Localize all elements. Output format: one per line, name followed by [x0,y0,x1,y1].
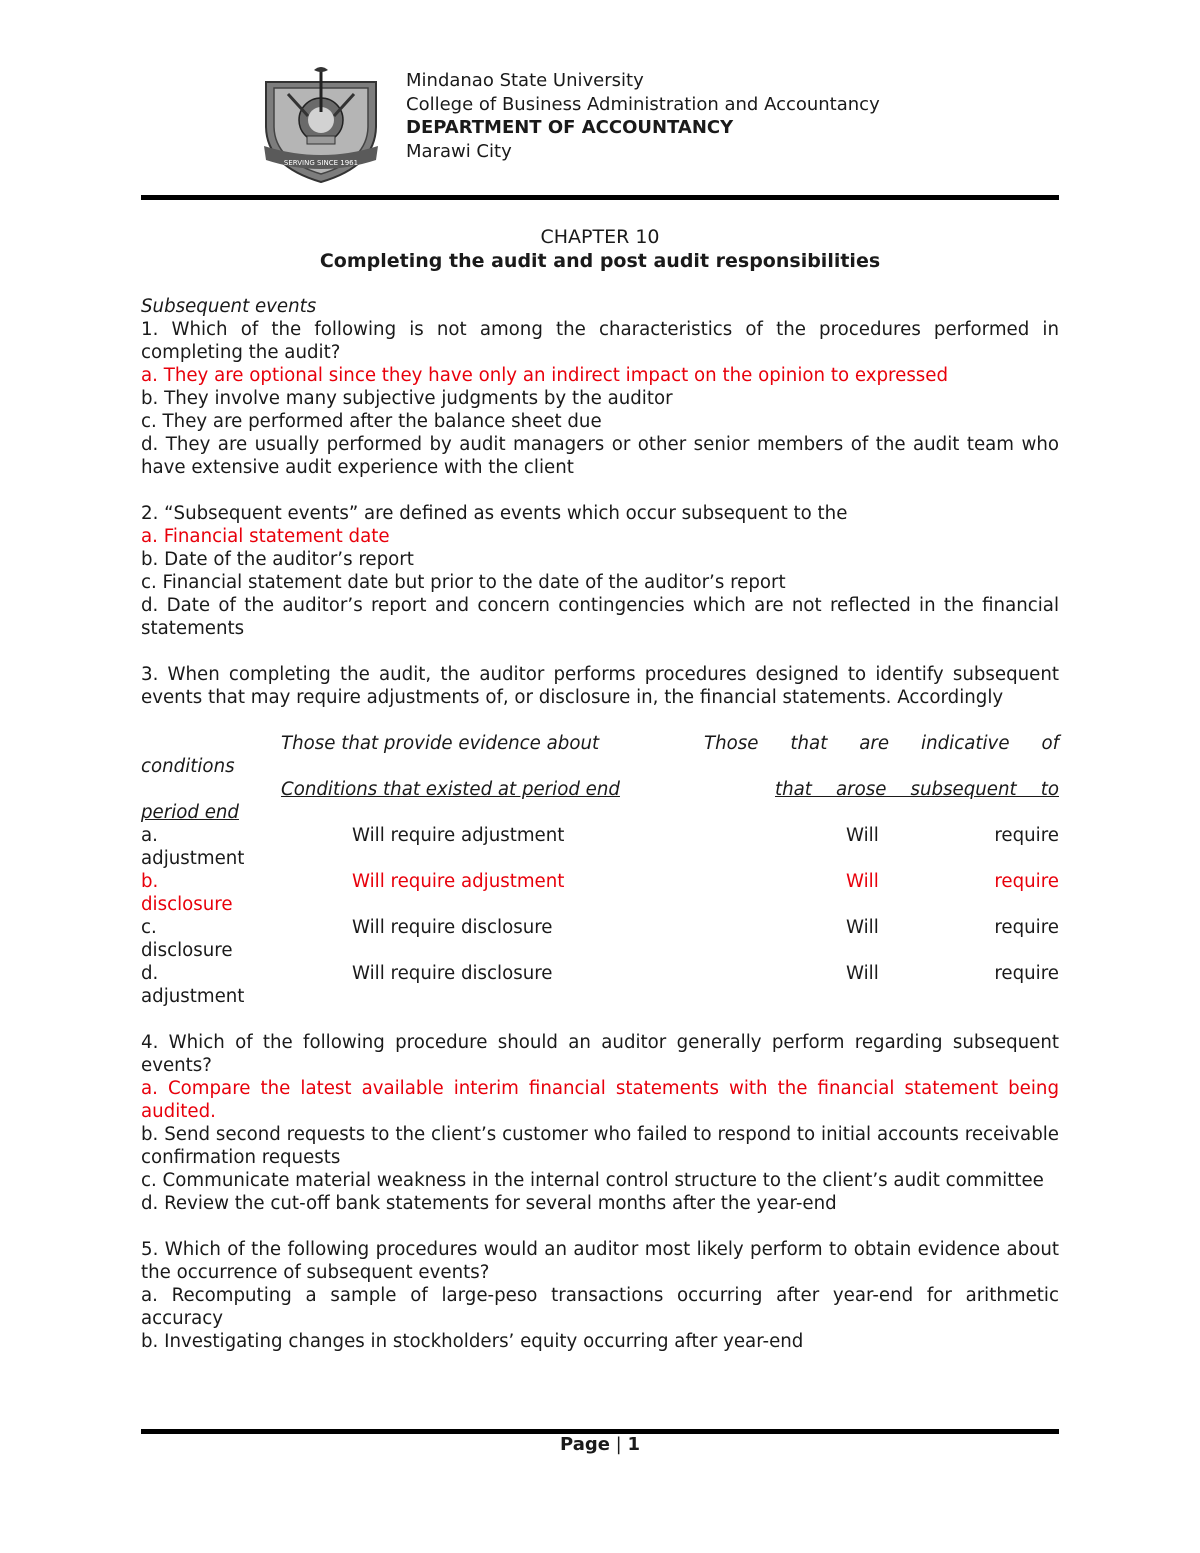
q3-row-left: Will require adjustment [352,825,565,846]
q3-row-b-wrap [141,893,1059,916]
q2-stem: 2. “Subsequent events” are defined as events which occur subsequent to the [141,503,848,524]
q3-row-left: Will require disclosure [352,917,553,938]
q3-row-letter: b. [141,871,159,892]
q5-option-a: a. Recomputing a sample of large-peso transactions occurring after year-end for arithmetic accuracy [141,1285,1059,1329]
q1-stem: 1. Which of the following is not among the characteristics of the procedures performed in completing the audit? [141,319,1059,363]
q1-option-d: d. They are usually performed by audit managers or other senior members of the audit team who have extensive audit experience with the client [141,434,1059,478]
q5-option-b: b. Investigating changes in stockholders’ equity occurring after year-end [141,1331,804,1352]
q3-header-left-2: Conditions that existed at period end [281,779,620,800]
q3-stem: 3. When completing the audit, the auditor performs procedures designed to identify subsequent events that may require adjustments of, or disclosure in, the financial statements. Accordingly [141,664,1059,708]
q3-header-wrap-text-2: period end [141,802,239,823]
q3-row-wrap: disclosure [141,940,233,961]
q1-option-c: c. They are performed after the balance sheet due [141,411,602,432]
university-seal-logo [258,64,384,184]
q3-row-wrap: disclosure [141,894,233,915]
q2-option-c: c. Financial statement date but prior to the date of the auditor’s report [141,572,786,593]
q3-row-letter: a. [141,825,158,846]
q2-option-d: d. Date of the auditor’s report and concern contingencies which are not reflected in the financial statements [141,595,1059,639]
page-footer [0,1434,1200,1455]
q3-row-wrap: adjustment [141,986,245,1007]
chapter-title: Completing the audit and post audit responsibilities [319,250,881,272]
city-name: Marawi City [406,140,512,162]
q3-row-b-answer [141,870,1059,893]
q3-header-wrap-text-1: conditions [141,756,235,777]
q5-stem: 5. Which of the following procedures would an auditor most likely perform to obtain evidence about the occurrence of subsequent events? [141,1239,1059,1283]
q3-row-left: Will require adjustment [352,871,565,892]
q4-option-a-answer: a. Compare the latest available interim financial statements with the financial statement being audited. [141,1078,1059,1122]
q3-header-row-1 [141,732,1059,755]
q3-row-c [141,916,1059,939]
q3-row-wrap: adjustment [141,848,245,869]
q4-option-d: d. Review the cut-off bank statements for several months after the year-end [141,1193,837,1214]
q3-row-letter: c. [141,917,157,938]
q3-header-right-2: that arose subsequent to [775,779,1059,800]
q3-header-wrap-1 [141,755,1059,778]
q3-header-left-1: Those that provide evidence about [281,733,600,754]
q3-row-c-wrap [141,939,1059,962]
institution-block [406,69,880,163]
q4-option-b: b. Send second requests to the client’s customer who failed to respond to initial accounts receivable confirmation requests [141,1124,1059,1168]
q3-row-d [141,962,1059,985]
q3-row-letter: d. [141,963,159,984]
page-label: Page [559,1434,610,1455]
chapter-heading: CHAPTER 10 [540,226,660,248]
q3-header-right-1: Those that are indicative of [704,733,1059,754]
q3-row-right: Will require [846,871,1059,892]
department-name: DEPARTMENT OF ACCOUNTANCY [406,117,734,138]
header-divider [141,195,1059,200]
seal-motto: SERVING SINCE 1961 [283,159,359,167]
q3-row-right: Will require [846,825,1059,846]
q2-option-b: b. Date of the auditor’s report [141,549,414,570]
q3-row-right: Will require [846,963,1059,984]
q2-option-a-answer: a. Financial statement date [141,526,390,547]
q3-row-a-wrap [141,847,1059,870]
q4-option-c: c. Communicate material weakness in the internal control structure to the client’s audit committee [141,1170,1044,1191]
q3-row-a [141,824,1059,847]
q1-option-b: b. They involve many subjective judgments by the auditor [141,388,673,409]
document-body [141,295,1059,1353]
page-number: 1 [627,1434,641,1455]
university-name: Mindanao State University [406,70,644,91]
college-name: College of Business Administration and Accountancy [406,93,880,115]
q3-row-right: Will require [846,917,1059,938]
section-heading: Subsequent events [141,296,317,317]
q3-header-wrap-2 [141,801,1059,824]
q3-row-left: Will require disclosure [352,963,553,984]
page-separator: | [615,1434,622,1455]
q4-stem: 4. Which of the following procedure should an auditor generally perform regarding subsequent events? [141,1032,1059,1076]
q3-header-row-2 [141,778,1059,801]
q1-option-a-answer: a. They are optional since they have only an indirect impact on the opinion to expressed [141,365,948,386]
q3-row-d-wrap [141,985,1059,1008]
